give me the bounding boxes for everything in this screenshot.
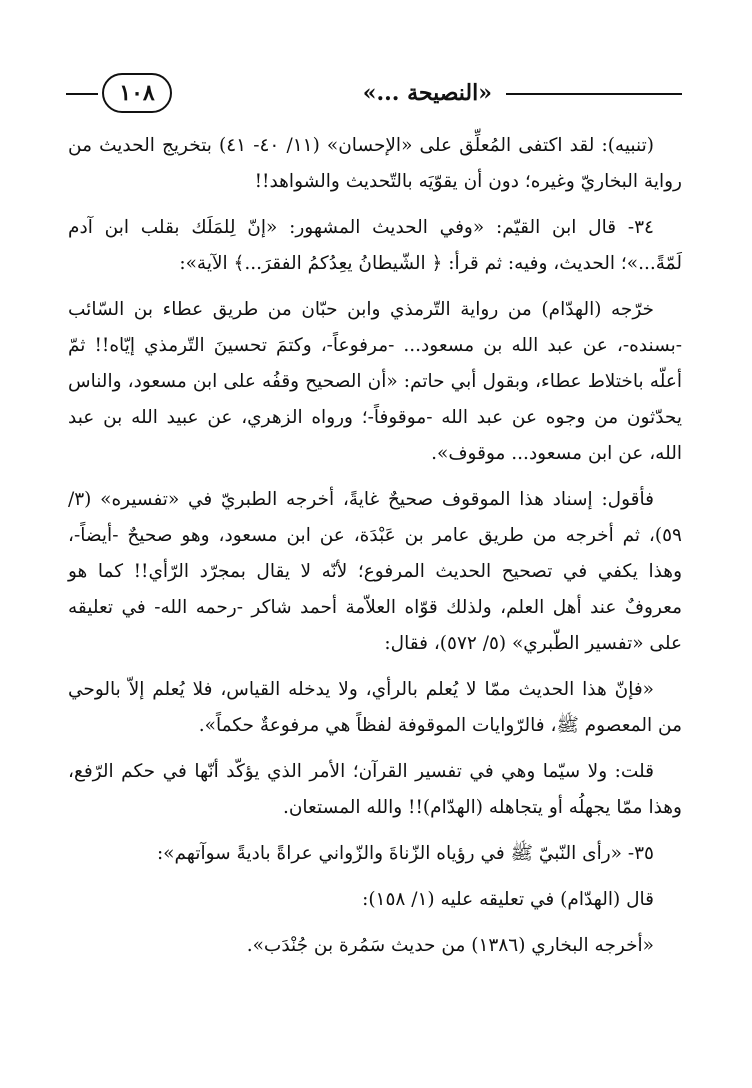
page-header xyxy=(66,72,682,116)
paragraph-hadam-said: قال (الهدّام) في تعليقه عليه (١/ ١٥٨): xyxy=(362,889,654,910)
paragraph-item-34: ٣٤- قال ابن القيّم: «وفي الحديث المشهور: «إنّ لِلمَلَك بقلب ابن آدم لَمّةً...»؛ الحديث، وفيه: ثم قرأ: ﴿ الشّيطانُ يعِدُكمُ الفقرَ...﴾ الآية»: xyxy=(68,217,682,274)
page-number: ١٠٨ xyxy=(102,73,172,113)
paragraph-note: (تنبيه): لقد اكتفى المُعلِّق على «الإحسان» (١١/ ٤٠- ٤١) بتخريج الحديث من رواية البخاريّ وغيره؛ دون أن يقوّيَه بالتّحديث والشواهد!! xyxy=(68,135,682,192)
header-rule-right xyxy=(506,93,682,95)
paragraph-comment: قلت: ولا سيّما وهي في تفسير القرآن؛ الأمر الذي يؤكّد أنّها في حكم الرّفع، وهذا ممّا يجهلُه أو يتجاهله (الهدّام)!! والله المستعان. xyxy=(68,761,682,818)
paragraph-bukhari: «أخرجه البخاري (١٣٨٦) من حديث سَمُرة بن جُنْدَب». xyxy=(246,935,654,956)
page-body xyxy=(68,128,682,974)
paragraph-item-35: ٣٥- «رأى النّبيّ ﷺ في رؤياه الزّناةَ والزّواني عراةً باديةً سوآتهم»: xyxy=(156,843,654,864)
paragraph-quote-shakir: «فإنّ هذا الحديث ممّا لا يُعلم بالرأي، ولا يدخله القياس، فلا يُعلم إلاّ بالوحي من المعصوم ﷺ، فالرّوايات الموقوفة لفظاً هي مرفوعةٌ حكماً». xyxy=(68,679,682,736)
paragraph-response: فأقول: إسناد هذا الموقوف صحيحٌ غايةً، أخرجه الطبريّ في «تفسيره» (٣/ ٥٩)، ثم أخرجه من طريق عامر بن عَبْدَة، عن ابن مسعود، وهو صحيحٌ -أيضاً-، وهذا يكفي في تصحيح الحديث المرفوع؛ لأنّه لا يقال بمجرّد الرّأي!! كما هو معروفٌ عند أهل العلم، ولذلك قوّاه العلاّمة أحمد شاكر -رحمه الله- في تعليقه على «تفسير الطّبري» (٥/ ٥٧٢)، فقال: xyxy=(68,489,682,654)
paragraph-takhrij: خرّجه (الهدّام) من رواية التّرمذي وابن حبّان من طريق عطاء بن السّائب -بسنده-، عن عبد الله بن مسعود... -مرفوعاً-، وكتمَ تحسينَ التّرمذي إيّاه!! ثمّ أعلّه باختلاط عطاء، وبقول أبي حاتم: «أن الصحيح وقفُه على ابن مسعود، والناس يحدّثون من وجوه عن عبد الله -موقوفاً-؛ ورواه الزهري، عن عبيد الله بن عبد الله، عن ابن مسعود... موقوف». xyxy=(68,299,682,464)
header-rule-left xyxy=(66,93,98,95)
running-title: «النصيحة ...» xyxy=(362,80,492,106)
